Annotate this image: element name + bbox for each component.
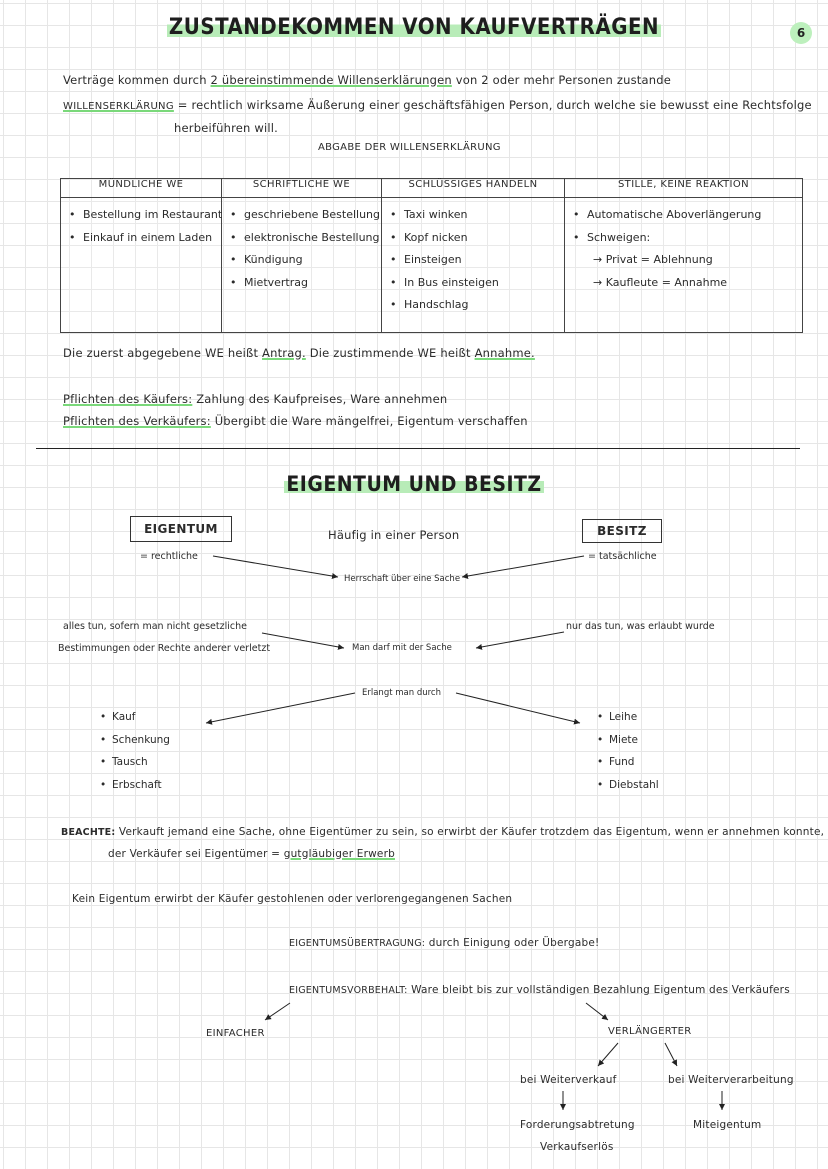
intro-line: Verträge kommen durch 2 übereinstimmende Willenserklärungen von 2 oder mehr Personen zustande xyxy=(63,73,672,87)
verlaengerter-label: VERLÄNGERTER xyxy=(608,1026,692,1037)
buyer-duties-label: Pflichten des Käufers: xyxy=(63,392,193,406)
page-number-badge: 6 xyxy=(790,22,812,44)
list-item: • geschriebene Bestellung xyxy=(230,208,380,221)
definition-term: WILLENSERKLÄRUNG xyxy=(63,101,174,112)
arrow-besitz-herrschaft xyxy=(462,556,584,577)
einfacher-label: EINFACHER xyxy=(206,1028,265,1039)
seller-duties-label: Pflichten des Verkäufers: xyxy=(63,414,211,428)
arrow-erlangt-left xyxy=(206,693,355,723)
beachte-label: BEACHTE: xyxy=(61,827,116,838)
besitz-box: BESITZ xyxy=(582,519,662,543)
left-rule-1: alles tun, sofern man nicht gesetzliche xyxy=(63,621,247,632)
antrag-term: Antrag. xyxy=(262,346,306,360)
list-item: • Einkauf in einem Laden xyxy=(69,230,213,244)
list-item: • Bestellung im Restaurant xyxy=(69,208,223,221)
list-item: • Diebstahl xyxy=(597,779,659,792)
weiterverarbeitung-label: bei Weiterverarbeitung xyxy=(668,1074,794,1086)
buyer-duties: Pflichten des Käufers: Zahlung des Kaufpreises, Ware annehmen xyxy=(63,392,448,406)
arrow-erlangt-right xyxy=(456,693,580,723)
we-col-header-schluessig: SCHLÜSSIGES HANDELN xyxy=(382,179,565,198)
list-item: • Miete xyxy=(597,733,639,746)
annahme-term: Annahme. xyxy=(474,346,535,360)
miteigentum-label: Miteigentum xyxy=(693,1119,762,1131)
list-item: → Privat = Ablehnung xyxy=(593,253,713,266)
list-item: • Kündigung xyxy=(230,253,303,266)
section2-title: EIGENTUM UND BESITZ xyxy=(286,472,542,496)
forderung-line-2: Verkaufserlös xyxy=(540,1141,614,1153)
list-item: • Leihe xyxy=(597,711,638,723)
we-col-header-schriftlich: SCHRIFTLICHE WE xyxy=(222,179,382,198)
erlangt-label: Erlangt man durch xyxy=(362,688,441,698)
list-item: • Schenkung xyxy=(100,733,170,746)
arrow-einfacher xyxy=(265,1003,290,1020)
list-item: • Kauf xyxy=(100,711,136,723)
uebertragung-label: EIGENTUMSÜBERTRAGUNG: xyxy=(289,938,426,949)
intro-highlight: 2 übereinstimmende Willenserklärungen xyxy=(210,73,452,87)
forderung-line-1: Forderungsabtretung xyxy=(520,1119,635,1131)
table-title: ABGABE DER WILLENSERKLÄRUNG xyxy=(318,142,501,153)
we-col-header-muendlich: MÜNDLICHE WE xyxy=(61,179,222,198)
list-item: • Taxi winken xyxy=(390,208,468,221)
list-item: • Automatische Aboverlängerung xyxy=(573,208,762,221)
list-item: • Fund xyxy=(597,756,635,769)
arrow-eigentum-herrschaft xyxy=(213,556,338,577)
seller-duties: Pflichten des Verkäufers: Übergibt die Ware mängelfrei, Eigentum verschaffen xyxy=(63,414,528,428)
offer-line: Die zuerst abgegebene WE heißt Antrag. Die zustimmende WE heißt Annahme. xyxy=(63,346,535,360)
eigentum-box: EIGENTUM xyxy=(130,516,232,542)
list-item: → Kaufleute = Annahme xyxy=(593,275,728,289)
list-item: • In Bus einsteigen xyxy=(390,275,499,289)
list-item: • elektronische Bestellung xyxy=(230,230,380,244)
herrschaft-label: Herrschaft über eine Sache xyxy=(344,574,461,584)
arrow-right-rule xyxy=(476,632,564,648)
center-note: Häufig in einer Person xyxy=(328,528,460,542)
right-rule: nur das tun, was erlaubt wurde xyxy=(566,621,715,632)
gutglaeubig-term: gutgläubiger Erwerb xyxy=(283,848,395,860)
eigentum-def: = rechtliche xyxy=(140,551,198,562)
vorbehalt-line: EIGENTUMSVORBEHALT: Ware bleibt bis zur vollständigen Bezahlung Eigentum des Verkäufers xyxy=(289,984,790,996)
list-item: • Kopf nicken xyxy=(390,230,468,244)
section1-title: ZUSTANDEKOMMEN VON KAUFVERTRÄGEN xyxy=(168,15,660,40)
man-darf-label: Man darf mit der Sache xyxy=(352,643,452,653)
arrow-verlaengerter xyxy=(586,1003,608,1020)
left-rule-2: Bestimmungen oder Rechte anderer verletzt xyxy=(58,643,271,654)
list-item: • Schweigen: xyxy=(573,230,651,244)
definition-cont: herbeiführen will. xyxy=(174,121,279,135)
beachte-line: BEACHTE: Verkauft jemand eine Sache, ohne Eigentümer zu sein, so erwirbt der Käufer trotzdem das Eigentum, wenn er annehmen konnte, xyxy=(61,826,825,838)
list-item: • Tausch xyxy=(100,756,148,769)
kein-eigentum: Kein Eigentum erwirbt der Käufer gestohlenen oder verlorengegangenen Sachen xyxy=(72,893,513,905)
list-item: • Mietvertrag xyxy=(230,275,308,289)
list-item: • Handschlag xyxy=(390,298,469,311)
besitz-def: = tatsächliche xyxy=(588,551,657,562)
uebertragung-line: EIGENTUMSÜBERTRAGUNG: durch Einigung oder Übergabe! xyxy=(289,937,600,949)
list-item: • Erbschaft xyxy=(100,779,162,792)
weiterverkauf-label: bei Weiterverkauf xyxy=(520,1074,617,1086)
list-item: • Einsteigen xyxy=(390,253,462,266)
beachte-cont: der Verkäufer sei Eigentümer = gutgläubiger Erwerb xyxy=(108,848,395,860)
we-col-header-stille: STILLE, KEINE REAKTION xyxy=(565,179,803,198)
definition-line: WILLENSERKLÄRUNG = rechtlich wirksame Äußerung einer geschäftsfähigen Person, durch welche sie bewusst eine Rechtsfolge xyxy=(63,98,812,112)
arrow-left-rule xyxy=(262,633,344,648)
vorbehalt-label: EIGENTUMSVORBEHALT: xyxy=(289,985,408,996)
arrow-weiterverkauf xyxy=(598,1043,618,1066)
arrow-weiterverarbeitung xyxy=(665,1043,677,1066)
